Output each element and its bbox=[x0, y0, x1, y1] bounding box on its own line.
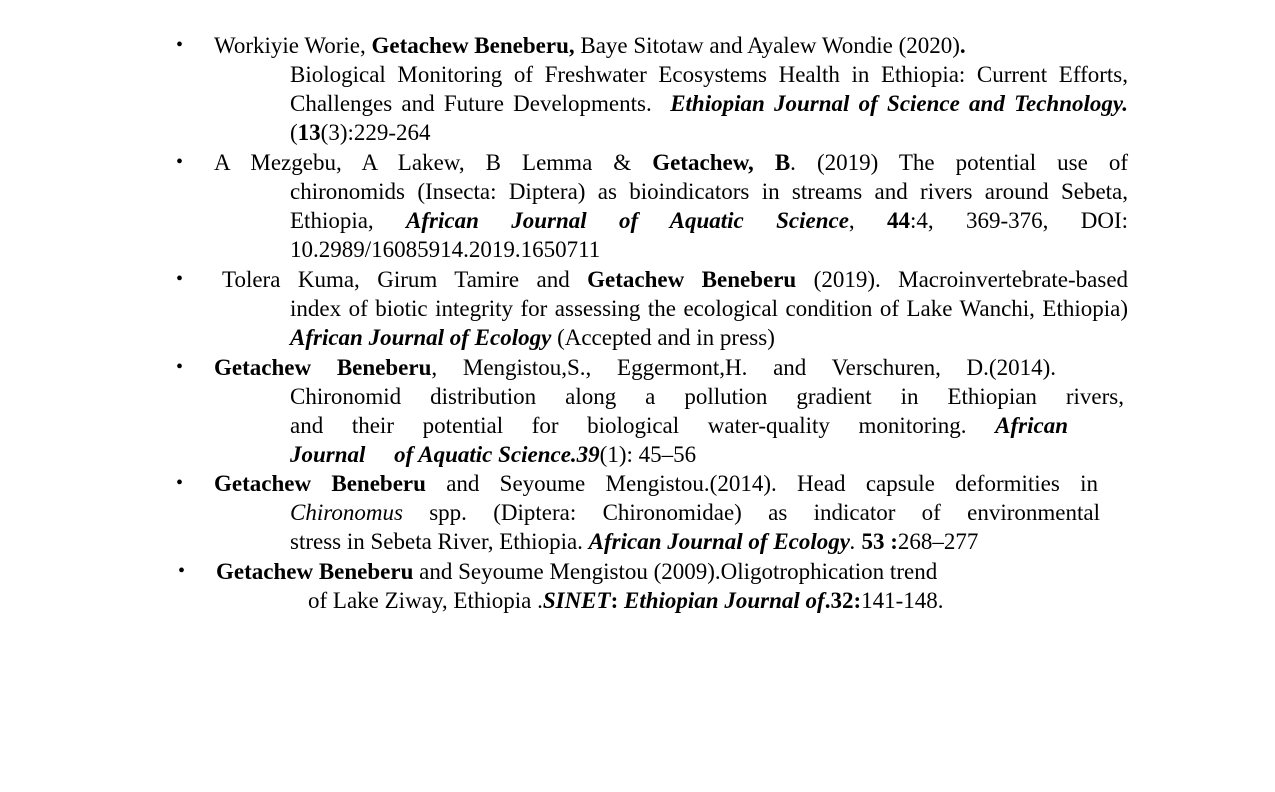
ref-title: spp. (Diptera: Chironomidae) as indicator of environmental bbox=[429, 500, 1101, 525]
ref-pages: (3):229-264 bbox=[320, 120, 431, 145]
reference-item-5-cont2 bbox=[290, 527, 1100, 556]
ref-volume: 44 bbox=[887, 208, 910, 233]
ref-journal: Journal of Aquatic Science. bbox=[290, 442, 577, 467]
reference-item-3-cont bbox=[290, 294, 1128, 352]
ref-authors: Baye Sitotaw and Ayalew Wondie (2020) bbox=[580, 33, 960, 58]
ref-volume: 39 bbox=[576, 442, 600, 467]
ref-title: Chironomid distribution along a pollution gradient in Ethiopian rivers, bbox=[290, 384, 1124, 409]
ref-genus: Chironomus bbox=[290, 500, 403, 525]
ref-title-rest: chironomids (Insecta: Diptera) as bioindicators in streams and rivers around Sebeta, Ethiopia, bbox=[290, 179, 1128, 233]
bullet-icon: • bbox=[178, 560, 186, 582]
ref-vol-open: ( bbox=[290, 120, 298, 145]
reference-item-5-cont bbox=[290, 498, 1100, 527]
ref-pages: :4, 369-376, DOI: 10.2989/16085914.2019.1650711 bbox=[290, 208, 1129, 262]
bullet-icon: • bbox=[176, 34, 184, 56]
ref-pages: 268–277 bbox=[897, 529, 979, 554]
ref-author-highlight: Getachew Beneberu bbox=[214, 471, 426, 496]
ref-authors: Tolera Kuma, Girum Tamire and bbox=[222, 267, 570, 292]
ref-authors: Workiyie Worie, bbox=[214, 33, 366, 58]
ref-journal: Ethiopian Journal of bbox=[624, 588, 825, 613]
ref-period: . bbox=[959, 33, 966, 58]
ref-title-rest: index of biotic integrity for assessing the ecological condition of Lake Wanchi, Ethiopia) bbox=[290, 296, 1128, 321]
ref-title: and their potential for biological water-quality monitoring. bbox=[290, 413, 967, 438]
reference-item-2-cont bbox=[290, 177, 1128, 264]
ref-author-highlight: Getachew Beneberu bbox=[587, 267, 797, 292]
ref-status: (Accepted and in press) bbox=[557, 325, 775, 350]
ref-volume: 53 : bbox=[861, 529, 898, 554]
ref-title: of Lake Ziway, Ethiopia . bbox=[308, 588, 543, 613]
ref-authors: A Mezgebu, A Lakew, B Lemma & bbox=[214, 150, 632, 175]
bullet-icon: • bbox=[176, 356, 184, 378]
reference-item-6-cont bbox=[308, 586, 1068, 615]
ref-volume: 32: bbox=[830, 588, 862, 613]
reference-item-3 bbox=[222, 265, 1128, 294]
ref-journal: African Journal of Ecology bbox=[290, 325, 552, 350]
bullet-icon: • bbox=[176, 472, 184, 494]
ref-volume: 13 bbox=[297, 120, 321, 145]
ref-pages: (1): 45–56 bbox=[599, 442, 697, 467]
ref-dot: . bbox=[824, 588, 831, 613]
ref-title: stress in Sebeta River, Ethiopia. bbox=[290, 529, 583, 554]
ref-colon: : bbox=[610, 588, 619, 613]
ref-journal: African Journal of Aquatic Science bbox=[406, 208, 849, 233]
reference-item-4-cont bbox=[290, 382, 1124, 411]
reference-item-5 bbox=[214, 469, 1098, 498]
bullet-icon: • bbox=[176, 268, 184, 290]
ref-author-highlight: Getachew Beneberu bbox=[216, 559, 414, 584]
ref-title: Biological Monitoring of Freshwater Ecosystems Health in Ethiopia: Current Efforts, Challenges and Future Developments. bbox=[290, 62, 1128, 116]
ref-authors: , Mengistou,S., Eggermont,H. and Verschuren, D.(2014). bbox=[431, 355, 1056, 380]
ref-authors: and Seyoume Mengistou.(2014). Head capsule deformities in bbox=[446, 471, 1098, 496]
ref-title-line1: (2019). Macroinvertebrate-based bbox=[813, 267, 1129, 292]
ref-author-highlight: Getachew, B bbox=[652, 150, 791, 175]
ref-journal: Ethiopian Journal of Science and Technology. bbox=[670, 91, 1129, 116]
ref-comma: , bbox=[848, 208, 855, 233]
reference-item-4-cont2 bbox=[290, 411, 1068, 440]
ref-journal-word: African bbox=[995, 413, 1069, 438]
ref-dot: . bbox=[850, 529, 856, 554]
bullet-icon: • bbox=[176, 151, 184, 173]
ref-journal: SINET bbox=[542, 588, 611, 613]
reference-item-6 bbox=[216, 557, 1016, 586]
ref-pages: 141-148. bbox=[861, 588, 944, 613]
ref-authors: and Seyoume Mengistou (2009).Oligotrophication trend bbox=[419, 559, 938, 584]
ref-title-line1: . (2019) The potential use of bbox=[790, 150, 1128, 175]
reference-item-4 bbox=[214, 353, 1056, 382]
reference-item-2 bbox=[214, 148, 1128, 177]
ref-author-highlight: Getachew Beneberu, bbox=[371, 33, 575, 58]
reference-item-1 bbox=[214, 31, 1128, 60]
reference-item-4-cont3 bbox=[290, 440, 890, 469]
reference-item-1-cont bbox=[290, 60, 1128, 147]
ref-author-highlight: Getachew Beneberu bbox=[214, 355, 432, 380]
ref-journal: African Journal of Ecology bbox=[588, 529, 850, 554]
